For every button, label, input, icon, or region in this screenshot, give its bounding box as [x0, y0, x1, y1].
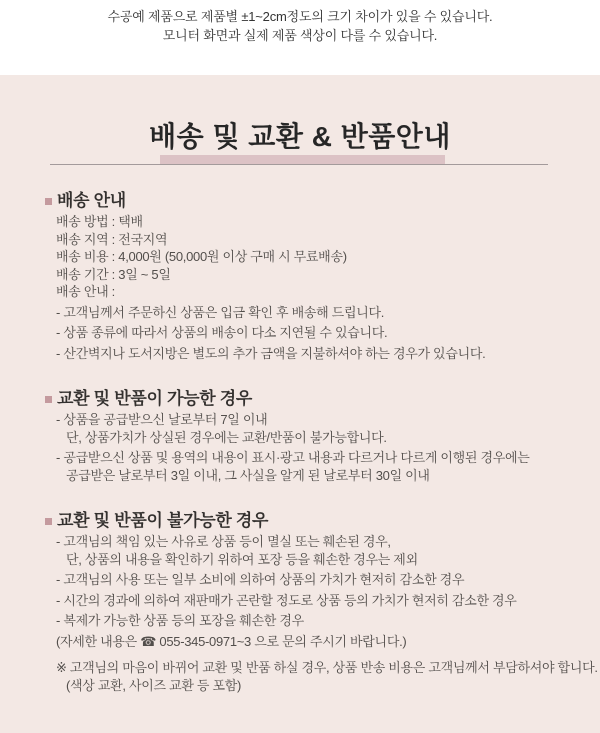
policy-line: 단, 상품의 내용을 확인하기 위하여 포장 등을 훼손한 경우는 제외 [66, 551, 418, 567]
notice-line: 모니터 화면과 실제 제품 색상이 다를 수 있습니다. [162, 28, 438, 43]
policy-line: (자세한 내용은 ☎ 055-345-0971~3 으로 문의 주시기 바랍니다.) [56, 633, 407, 649]
policy-line: 배송 비용 : 4,000원 (50,000원 이상 구매 시 무료배송) [56, 249, 347, 264]
policy-line: 배송 지역 : 전국지역 [56, 231, 168, 247]
policy-section [56, 512, 564, 650]
section-heading [45, 512, 564, 530]
section-heading [45, 192, 564, 210]
policy-line: 배송 안내 : [56, 284, 115, 299]
policy-line: - 산간벽지나 도서지방은 별도의 추가 금액을 지불하셔야 하는 경우가 있습니다. [56, 345, 486, 361]
policy-line: 배송 방법 : 택배 [56, 214, 143, 229]
underline-thin-line [50, 164, 548, 165]
panel-content [0, 165, 600, 694]
policy-line: - 고객님께서 주문하신 상품은 입금 확인 후 배송해 드립니다. [56, 304, 385, 320]
square-bullet-icon [45, 518, 52, 525]
policy-line: 배송 기간 : 3일 ~ 5일 [56, 266, 171, 282]
footer-note-line: ※ 고객님의 마음이 바뀌어 교환 및 반품 하실 경우, 상품 반송 비용은 고객님께서 부담하셔야 합니다. [56, 660, 598, 675]
square-bullet-icon [45, 396, 52, 403]
policy-line: - 고객님의 책임 있는 사유로 상품 등이 멸실 또는 훼손된 경우, [56, 534, 391, 549]
square-bullet-icon [45, 198, 52, 205]
section-heading-label: 배송 안내 [57, 191, 126, 210]
policy-line: - 공급받으신 상품 및 용역의 내용이 표시·광고 내용과 다르거나 다르게 이행된 경우에는 [56, 450, 530, 465]
policy-line: - 고객님의 사용 또는 일부 소비에 의하여 상품의 가치가 현저히 감소한 경우 [56, 572, 465, 587]
policy-line: 단, 상품가치가 상실된 경우에는 교환/반품이 불가능합니다. [66, 429, 387, 445]
shipping-returns-panel [0, 75, 600, 733]
policy-line: - 상품 종류에 따라서 상품의 배송이 다소 지연될 수 있습니다. [56, 325, 388, 340]
policy-line: - 상품을 공급받으신 날로부터 7일 이내 [56, 412, 268, 427]
notice-line: 수공예 제품으로 제품별 ±1~2cm정도의 크기 차이가 있을 수 있습니다. [107, 9, 493, 24]
policy-line: - 시간의 경과에 의하여 재판매가 곤란할 정도로 상품 등의 가치가 현저히 감소한 경우 [56, 592, 517, 608]
product-notice [0, 0, 600, 75]
policy-section [56, 390, 564, 484]
footer-note [56, 659, 598, 694]
policy-line: 공급받은 날로부터 3일 이내, 그 사실을 알게 된 날로부터 30일 이내 [66, 467, 430, 483]
section-heading-label: 교환 및 반품이 가능한 경우 [57, 389, 253, 408]
footer-note-line: (색상 교환, 사이즈 교환 등 포함) [66, 677, 242, 693]
policy-line: - 복제가 가능한 상품 등의 포장을 훼손한 경우 [56, 613, 304, 628]
title-underline-decoration [0, 155, 600, 165]
policy-section [56, 192, 564, 362]
section-heading-label: 교환 및 반품이 불가능한 경우 [57, 511, 269, 530]
panel-title: 배송 및 교환 & 반품안내 [149, 121, 451, 152]
underline-accent-bar [160, 155, 445, 164]
section-heading [45, 390, 564, 408]
